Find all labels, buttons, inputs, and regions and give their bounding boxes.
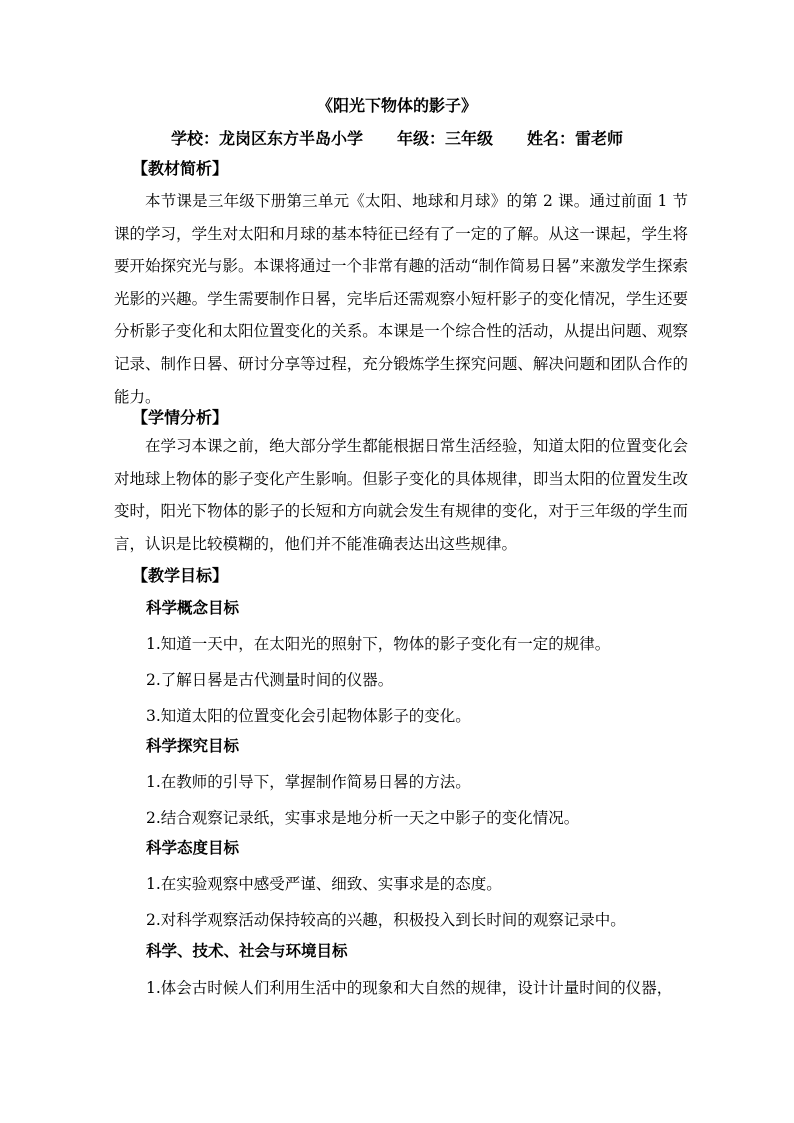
subheading-attitude-goals: 科学态度目标 xyxy=(146,838,240,857)
list-item: 1.在教师的引导下，掌握制作简易日晷的方法。 xyxy=(146,773,471,791)
subheading-sts-goals: 科学、技术、社会与环境目标 xyxy=(146,941,348,960)
list-item: 2.结合观察记录纸，实事求是地分析一天之中影子的变化情况。 xyxy=(146,809,580,827)
list-item: 1.体会古时候人们利用生活中的现象和大自然的规律，设计计量时间的仪器， xyxy=(146,979,673,997)
section-heading-goals: 【教学目标】 xyxy=(132,566,229,585)
school-label: 学校：龙岗区东方半岛小学 xyxy=(170,129,363,148)
subheading-concept-goals: 科学概念目标 xyxy=(146,598,240,617)
list-item: 2.了解日晷是古代测量时间的仪器。 xyxy=(146,671,394,689)
list-item: 1.在实验观察中感受严谨、细致、实事求是的态度。 xyxy=(146,875,502,893)
teacher-name-label: 姓名：雷老师 xyxy=(527,129,624,148)
list-item: 1.知道一天中，在太阳光的照射下，物体的影子变化有一定的规律。 xyxy=(146,635,611,653)
list-item: 2.对科学观察活动保持较高的兴趣，积极投入到长时间的观察记录中。 xyxy=(146,911,626,929)
section-heading-textbook: 【教材简析】 xyxy=(132,159,229,178)
grade-label: 年级：三年级 xyxy=(396,129,493,148)
subheading-inquiry-goals: 科学探究目标 xyxy=(146,736,240,755)
header-line xyxy=(0,127,794,151)
list-item: 3.知道太阳的位置变化会引起物体影子的变化。 xyxy=(146,707,471,725)
paragraph-students: 在学习本课之前，绝大部分学生都能根据日常生活经验，知道太阳的位置变化会对地球上物体的影子变化产生影响。但影子变化的具体规律，即当太阳的位置发生改变时，阳光下物体的影子的长短和方向就会发生有规律的变化，对于三年级的学生而言，认识是比较模糊的，他们并不能准确表达出这些规律。 xyxy=(114,437,688,553)
section-heading-students: 【学情分析】 xyxy=(132,408,229,427)
paragraph-textbook: 本节课是三年级下册第三单元《太阳、地球和月球》的第 2 课。通过前面 1 节课的学习，学生对太阳和月球的基本特征已经有了一定的了解。从这一课起，学生将要开始探究光与影。本课将通过一个非常有趣的活动“制作简易日晷”来激发学生探索光影的兴趣。学生需要制作日晷，完毕后还需观察小短杆影子的变化情况，学生还要分析影子变化和太阳位置变化的关系。本课是一个综合性的活动，从提出问题、观察记录、制作日晷、研讨分享等过程，充分锻炼学生探究问题、解决问题和团队合作的能力。 xyxy=(114,192,688,406)
document-title: 《阳光下物体的影子》 xyxy=(316,96,477,115)
